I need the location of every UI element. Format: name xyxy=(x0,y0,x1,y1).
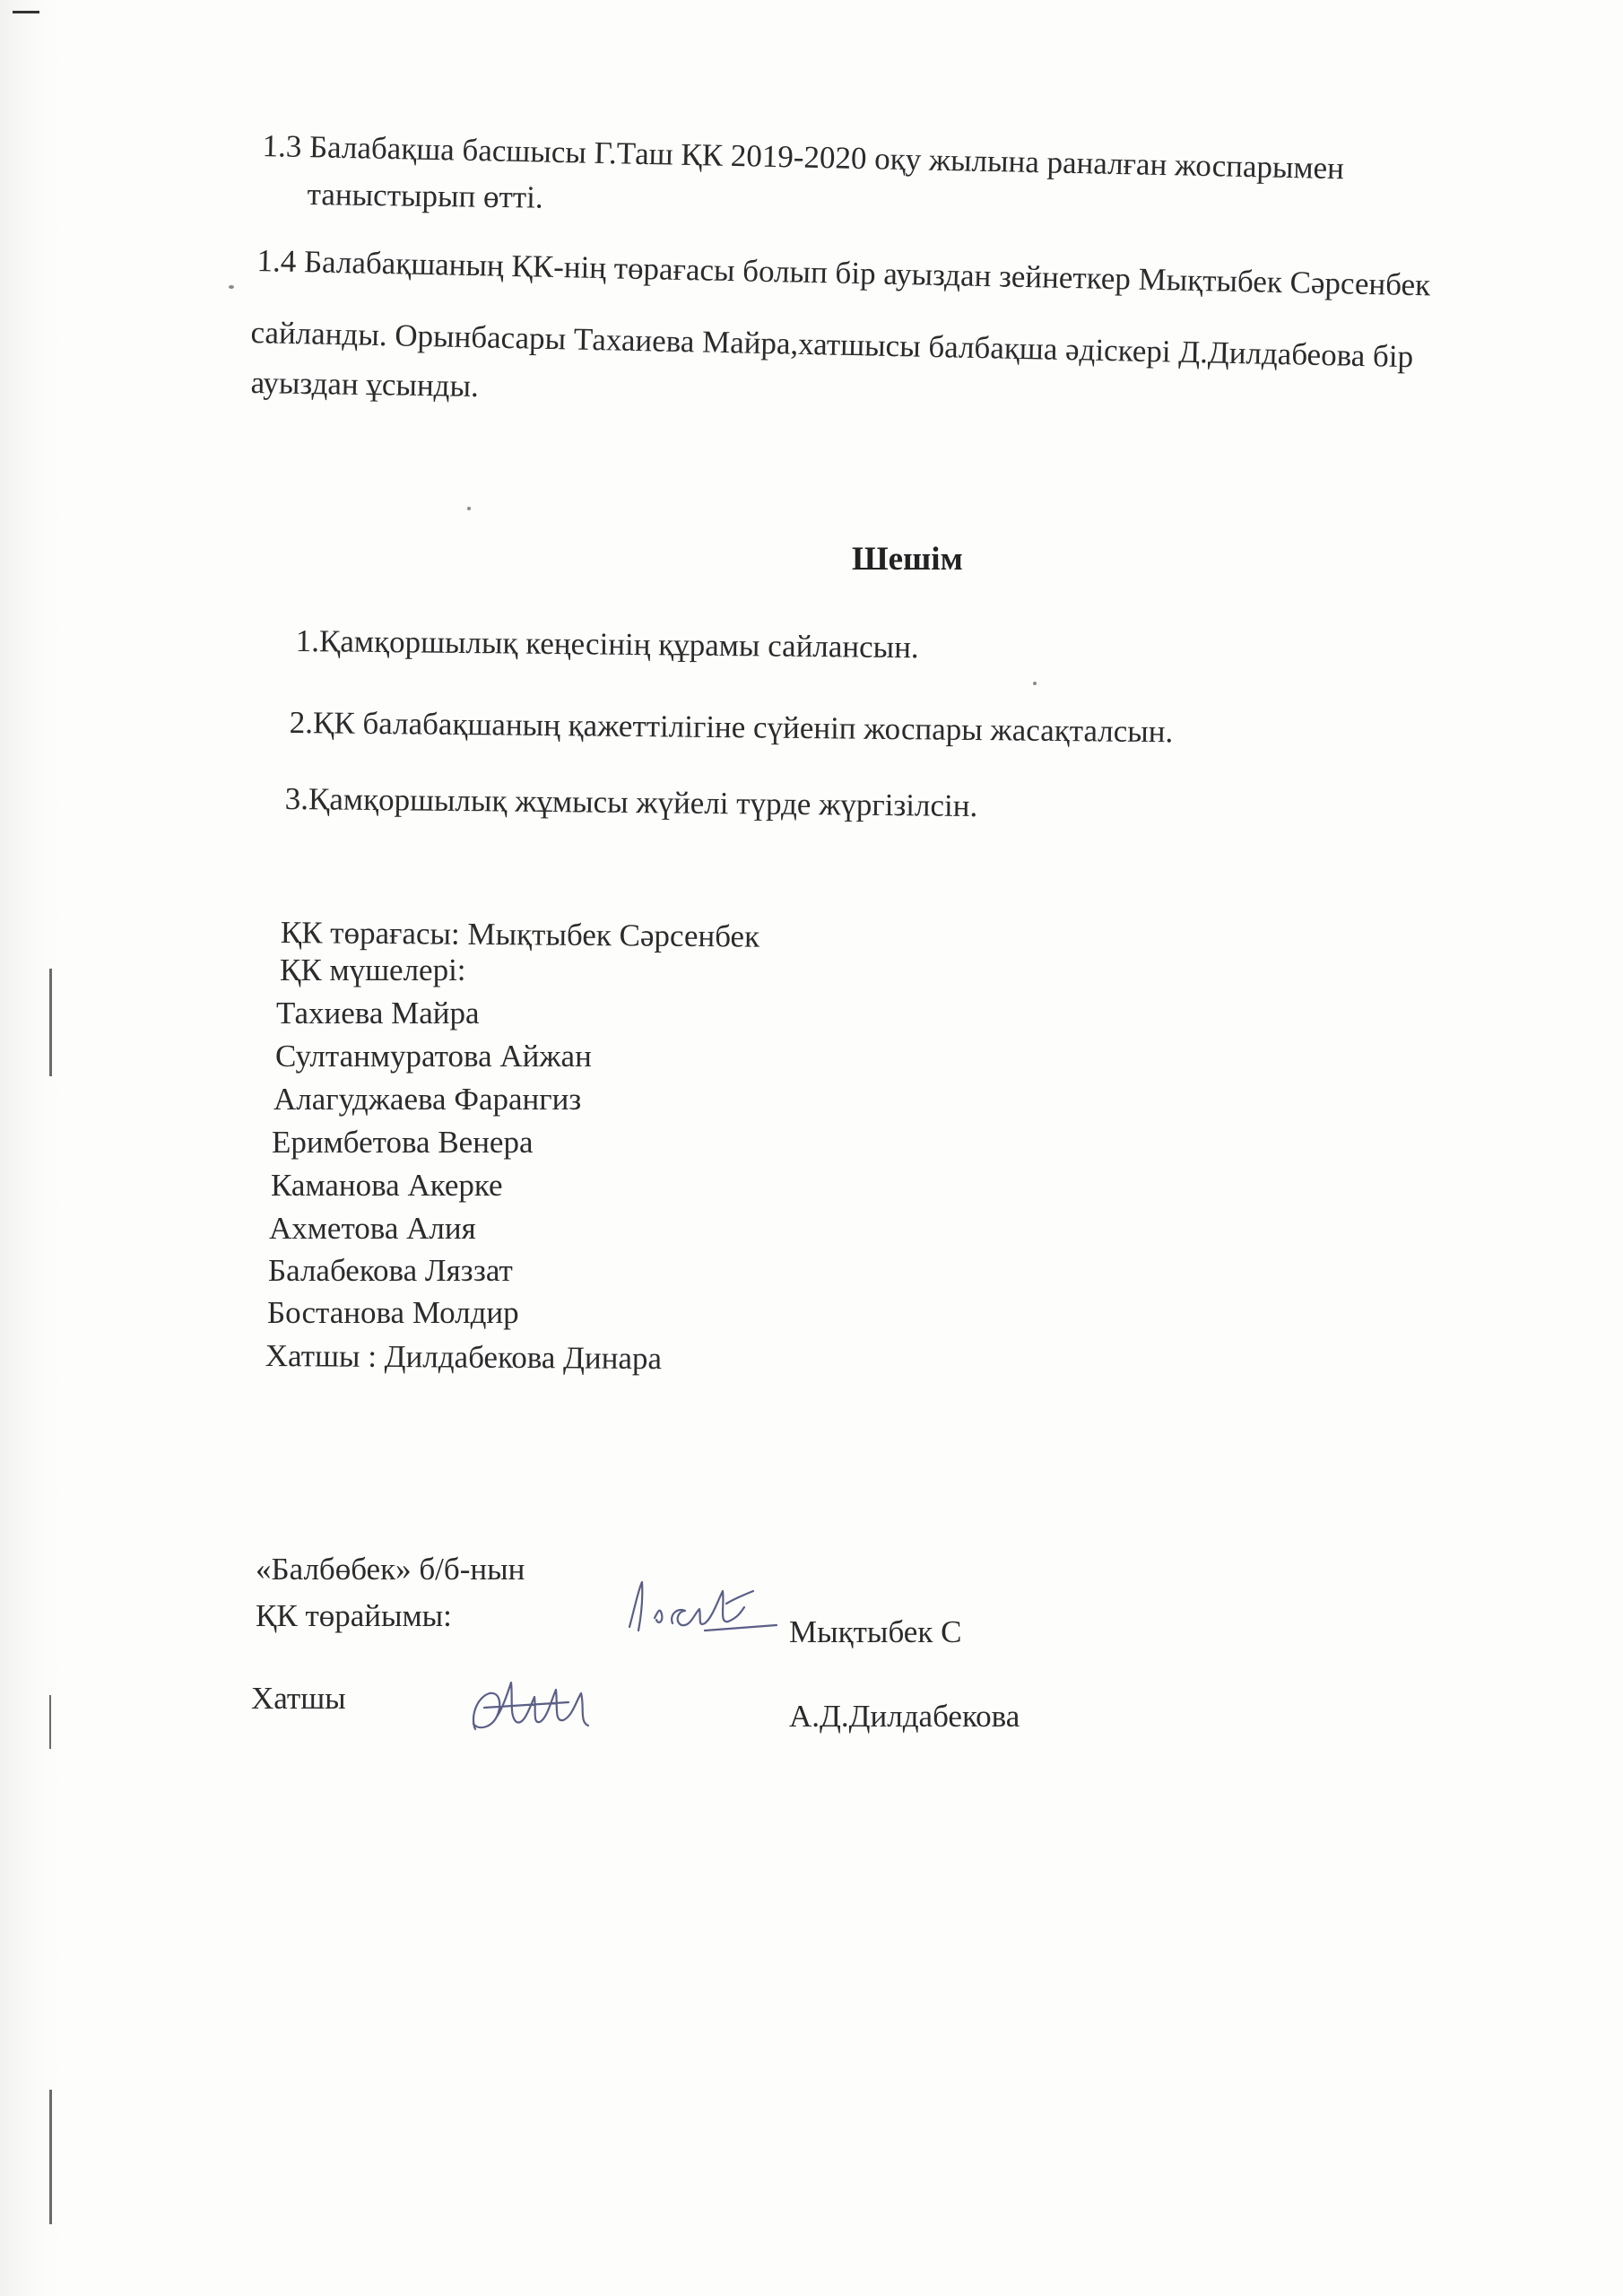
paragraph-1-4-line-2: сайланды. Орынбасары Тахаиева Майра,хатшысы балбақша әдіскері Д.Дилдабеова бір xyxy=(250,314,1414,375)
paragraph-1-4-line-1: 1.4 Балабақшаның ҚК-нің төрағасы болып бір ауыздан зейнеткер Мықтыбек Сәрсенбек xyxy=(256,242,1431,303)
council-member: Алагуджаева Фарангиз xyxy=(273,1082,582,1117)
council-members-label: ҚК мүшелері: xyxy=(280,952,466,987)
secretary-signature-label: Хатшы xyxy=(251,1681,346,1716)
council-member: Бостанова Молдир xyxy=(267,1295,519,1330)
scan-speck xyxy=(467,507,471,510)
decision-item-1: 1.Қамқоршылық кеңесінің құрамы сайлансын. xyxy=(295,622,919,665)
scan-artifact-line xyxy=(49,969,52,1076)
decision-item-3: 3.Қамқоршылық жұмысы жүйелі түрде жүргізілсін. xyxy=(284,780,978,824)
chair-signatory-name: Мықтыбек С xyxy=(789,1614,962,1649)
council-member: Еримбетова Венера xyxy=(272,1125,534,1160)
council-secretary: Хатшы : Дилдабекова Динара xyxy=(265,1338,663,1377)
scan-artifact-line xyxy=(49,2090,52,2224)
decision-item-2: 2.ҚК балабақшаның қажеттілігіне сүйеніп жоспары жасақталсын. xyxy=(289,704,1174,750)
council-member: Султанмуратова Айжан xyxy=(275,1039,592,1074)
council-member: Ахметова Алия xyxy=(269,1211,476,1246)
chair-signature-icon xyxy=(619,1571,798,1643)
council-chair: ҚК төрағасы: Мықтыбек Сәрсенбек xyxy=(280,915,760,954)
decision-heading: Шешім xyxy=(852,541,963,578)
paragraph-1-4-line-3: ауыздан ұсынды. xyxy=(250,364,480,404)
scan-corner-mark xyxy=(13,11,39,13)
secretary-signature-icon xyxy=(457,1666,619,1747)
scan-shadow-edge xyxy=(0,0,63,2296)
secretary-signatory-name: А.Д.Дилдабекова xyxy=(789,1699,1020,1734)
paragraph-1-3-line-2: таныстырып өтті. xyxy=(307,176,543,215)
council-member: Каманова Акерке xyxy=(271,1168,503,1203)
chair-signature-label: ҚК төрайымы: xyxy=(256,1598,452,1633)
scan-artifact-line xyxy=(49,1695,51,1749)
council-member: Балабекова Ляззат xyxy=(268,1253,513,1288)
scan-speck xyxy=(229,285,234,289)
organization-name: «Балбөбек» б/б-нын xyxy=(256,1552,525,1587)
council-member: Тахиева Майра xyxy=(276,996,480,1031)
paragraph-1-3-line-1: 1.3 Балабақша басшысы Г.Таш ҚК 2019-2020 оқу жылына раналған жоспарымен xyxy=(262,127,1345,187)
scan-speck xyxy=(1033,682,1037,685)
